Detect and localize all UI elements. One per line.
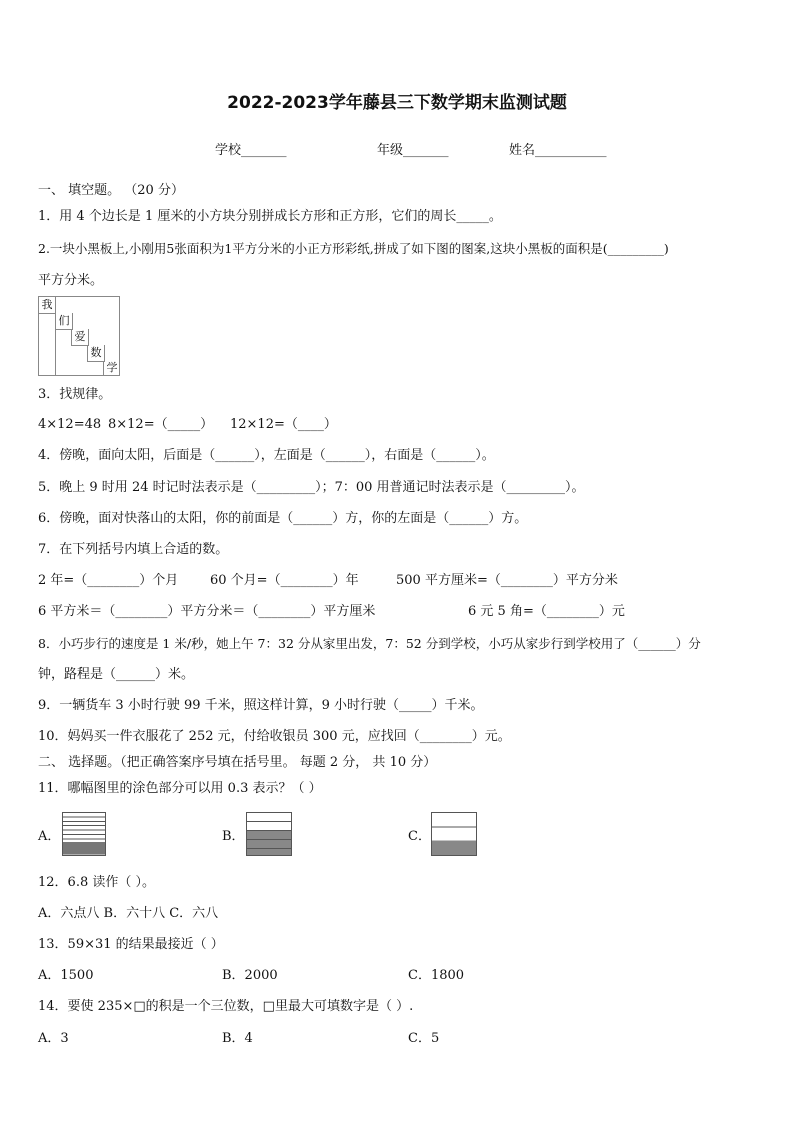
question-7-item-2: 60 个月=（________）年 xyxy=(210,573,359,588)
question-7-item-3: 500 平方厘米=（________）平方分米 xyxy=(396,573,618,588)
q11-option-c-label: C． xyxy=(408,829,431,844)
q11-option-b-figure xyxy=(246,812,292,856)
q11-option-a-label: A． xyxy=(38,829,61,844)
question-2-figure xyxy=(38,296,120,376)
figure-cell-3: 爱 xyxy=(71,329,89,346)
q13-option-b: B．2000 xyxy=(222,968,278,983)
question-10: 10．妈妈买一件衣服花了 252 元，付给收银员 300 元，应找回（________）元。 xyxy=(38,729,511,744)
question-9: 9．一辆货车 3 小时行驶 99 千米，照这样计算，9 小时行驶（_____）千米。 xyxy=(38,698,484,713)
q14-option-c: C．5 xyxy=(408,1031,440,1046)
figure-cell-4: 数 xyxy=(87,345,105,362)
figure-cell-1: 我 xyxy=(39,297,56,314)
question-3: 3．找规律。 xyxy=(38,387,112,402)
question-11: 11．哪幅图里的涂色部分可以用 0.3 表示？（ ） xyxy=(38,781,322,796)
question-13: 13．59×31 的结果最接近（ ） xyxy=(38,937,224,952)
question-1: 1．用 4 个边长是 1 厘米的小方块分别拼成长方形和正方形，它们的周长_____。 xyxy=(38,209,502,224)
question-8-line-2: 钟，路程是（______）米。 xyxy=(38,667,195,682)
q14-option-b: B．4 xyxy=(222,1031,253,1046)
question-5: 5．晚上 9 时用 24 时记时法表示是（_________）；7：00 用普通记时法表示是（_________）。 xyxy=(38,480,585,495)
school-field: 学校_______ xyxy=(215,143,287,158)
q11-option-c-figure xyxy=(431,812,477,856)
q13-option-a: A．1500 xyxy=(38,968,94,983)
q11-option-a-figure xyxy=(62,812,106,856)
q14-option-a: A．3 xyxy=(38,1031,69,1046)
question-2-line-1: 2.一块小黑板上,小刚用5张面积为1平方分米的小正方形彩纸,拼成了如下图的图案,这块小黑板的面积是(_________) xyxy=(38,241,669,256)
question-8-line-1: 8．小巧步行的速度是 1 米/秒，她上午 7：32 分从家里出发，7：52 分到学校，小巧从家步行到学校用了（______）分 xyxy=(38,636,701,651)
figure-inner-line-h xyxy=(39,313,56,375)
question-12-options: A．六点八 B．六十八 C．六八 xyxy=(38,906,219,921)
question-2-line-2: 平方分米。 xyxy=(38,273,104,288)
name-field: 姓名___________ xyxy=(509,143,607,158)
section-2-heading: 二、 选择题。（把正确答案序号填在括号里。 每题 2 分， 共 10 分） xyxy=(38,755,437,770)
grade-field: 年级_______ xyxy=(377,143,449,158)
question-3-expr-c: 12×12=（____） xyxy=(230,417,337,432)
question-4: 4．傍晚，面向太阳，后面是（______），左面是（______），右面是（______）。 xyxy=(38,448,495,463)
page-title: 2022-2023学年藤县三下数学期末监测试题 xyxy=(227,93,567,113)
question-7-item-1: 2 年=（________）个月 xyxy=(38,573,179,588)
q13-option-c: C．1800 xyxy=(408,968,465,983)
question-7: 7．在下列括号内填上合适的数。 xyxy=(38,542,229,557)
question-6: 6．傍晚，面对快落山的太阳，你的前面是（______）方，你的左面是（______）方。 xyxy=(38,511,528,526)
figure-inner-line-v xyxy=(55,297,56,313)
question-7-item-4: 6 平方米＝（________）平方分米＝（________）平方厘米 xyxy=(38,604,376,619)
question-12: 12．6.8 读作（ ）。 xyxy=(38,875,155,890)
question-7-item-5: 6 元 5 角=（________）元 xyxy=(468,604,625,619)
q11-option-b-label: B． xyxy=(222,829,245,844)
figure-cell-2: 们 xyxy=(55,313,73,330)
question-3-expr-b: 8×12=（_____） xyxy=(108,417,214,432)
question-14: 14．要使 235×□的积是一个三位数，□里最大可填数字是（ ）. xyxy=(38,999,414,1014)
section-1-heading: 一、 填空题。 （20 分） xyxy=(38,183,184,198)
figure-cell-5: 学 xyxy=(103,361,120,375)
question-3-expr-a: 4×12=48 xyxy=(38,417,102,432)
